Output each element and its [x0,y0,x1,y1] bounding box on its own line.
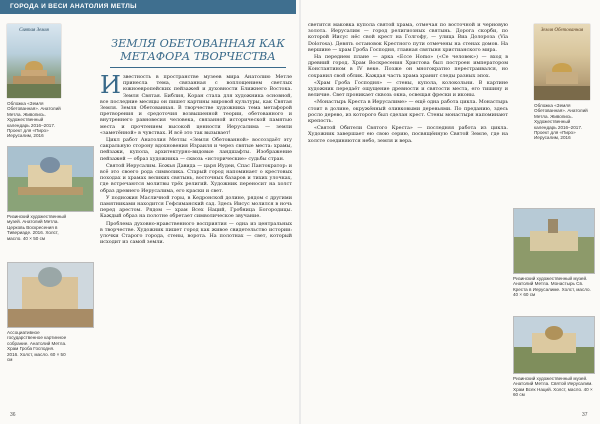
article-paragraph-6: светится маковка купола святой храма, отмечая по восточной и черновую золота. Иерусалим — город религиозных святынь. Дорога скорби, по которой Иисус нёс свой крест на Голгофу, — улица Виа Долороза (Via Dolorosa). Девять остановок Крестного пути отмечены на стенах домов. На вершине — храм Гроба Господня, главная святыня христианского мира. [308,22,508,53]
caption-left-bottom: Ассоциативное государственное картинное собрание. Анатолий Метла. Храм Гроба Господня. 2016. Холст, масло. 60 × 50 см [7,330,67,363]
page-gutter [299,0,301,424]
painting-right-bottom-art [514,317,594,373]
article-paragraph-2: Цикл работ Анатолия Метлы «Земля Обетованной» воссоздаёт эту сакральную сторону вдохновения Израиля и через святые места: храмы, пейзажи, купола, архитектурно-видовые ландшафты. Изображение пейзажей — образ художника — сквозь «исторические» судьбы стран. [100,137,292,162]
painting-left-middle [7,146,94,212]
cover-title-right: Земля Обетованная [540,28,584,33]
title-divider [110,67,286,68]
article-paragraph-7: На переднем плане — арка «Ecce Homo» («Се человек») — вход в древний город. Храм Воскресения Христова был построен императором Константином в IV веке. Позже он многократно перестраивался, но сохранил свой облик. Каждая часть храма хранит следы разных эпох. [308,54,508,79]
caption-right-top: Обложка «Земля Обетованная». Анатолий Метла. Живопись. Художественный календарь 2016–2017. Проект для «Пиро» Иерусалим, 2016 [534,103,588,141]
caption-right-bottom: Ризинский художественный музей. Анатолий Метла. Святой Иерусалим. Храм Всех Наций. Холст, масло. 40 × 60 см [513,376,593,398]
page-number-left: 36 [10,412,16,418]
section-header-bar [0,0,296,14]
article-paragraph-3: Святой Иерусалим. Божья Давида — царя Иудеи, Спас Пантократор: и всё это своего рода символика. Старый город напоминает о крестовых походах и храмах великих святынь, восточных базаров и тихих улочках, где встречаются молитвы трёх религий. Художник переносит на холст образ древнего Иерусалима, его краски и свет. [100,162,292,194]
article-paragraph-10: «Святой Обители Святого Креста» — последняя работа из цикла. Художник завершает ею свою серию, посвящённую Святой Земле, где на холсте соединяются небо, земля и вера. [308,125,508,144]
painting-right-middle [513,208,595,274]
article-dropcap: И [100,74,121,99]
painting-left-bottom-art [8,263,93,327]
article-paragraph-5: Проблема духовно-нравственного восприятия — одна из центральных в творчестве. Художник пишет город как живое свидетельство истории: улочки Старого города, стены, ворота. На полотнах — свет, который исходит из самой земли. [100,220,292,246]
cover-title-left: Святая Земля [19,28,49,33]
calendar-cover-right [534,24,590,100]
cover-painting-left [7,24,61,98]
article-paragraph-8: «Храм Гроба Господня» — стены, купола, колокольни. В картине художник передаёт ощущение древности и святости места, его тишину и величие. Свет проникает сквозь окна, освещая фрески и иконы. [308,79,508,99]
article-column-1 [100,74,292,408]
article-title: ЗЕМЛЯ ОБЕТОВАННАЯ КАК МЕТАФОРА ТВОРЧЕСТВА [111,37,285,63]
article-paragraph-4: У подножия Масличной горы, в Кедронской долине, рядом с другими памятниками находится Гефсиманский сад. Здесь Иисус молился в ночь перед арестом. Рядом — храм Всех Наций, Гробница Богородицы. Каждый образ на полотне обретает символическое звучание. [100,194,292,220]
article-column-2 [308,22,508,410]
painting-left-bottom [7,262,94,328]
page-number-right: 37 [582,412,588,418]
calendar-cover-left [7,24,61,98]
cover-painting-right [534,24,590,100]
article-paragraph-1: звестность в пространстве музеев мира Анатолию Метле принесла тема, связанная с воплощением светлых южноевропейских пейзажей и духовности Ближнего Востока. Земля Святая. Библия, Коран стала для художника основной, все последние месяцы он пишет картины мировой культуры, как Святая Земля. Земля Обетованная. В творчестве художника тема метафорой претворения и средоточия возвышенной теории, обетованного и внутреннего равновесия человека, связанной исторической памятью места и прочтением высокой ценности Иерусалима — земли «заметённой» в чувствах. И всё это так вызывает! [100,74,292,136]
painting-right-middle-art [514,209,594,273]
caption-right-middle: Ризинский художественный музей. Анатолий Метла. Монастырь Св. Креста в Иерусалиме. Холст, масло. 40 × 60 см [513,276,591,298]
painting-left-middle-art [8,147,93,211]
caption-left-top: Обложка «Земля Обетованная». Анатолий Метла. Живопись. Художественный календарь 2016–2017. Проект для «Пиро» Иерусалим, 2016 [7,101,61,139]
article-paragraph-9: «Монастырь Креста в Иерусалиме» — ещё одна работа цикла. Монастырь стоит в долине, окружённый оливковыми деревьями. По преданию, здесь росло дерево, из которого был сделан крест. Стены монастыря напоминают крепость. [308,99,508,125]
painting-right-bottom [513,316,595,374]
section-header-title: ГОРОДА И ВЕСИ АНАТОЛИЯ МЕТЛЫ [10,3,137,10]
caption-left-middle: Ризинский художественный музей. Анатолий Метла. Церковь Воскресения в Тивериаде. 2016. Холст, масло. 40 × 50 см [7,214,67,241]
